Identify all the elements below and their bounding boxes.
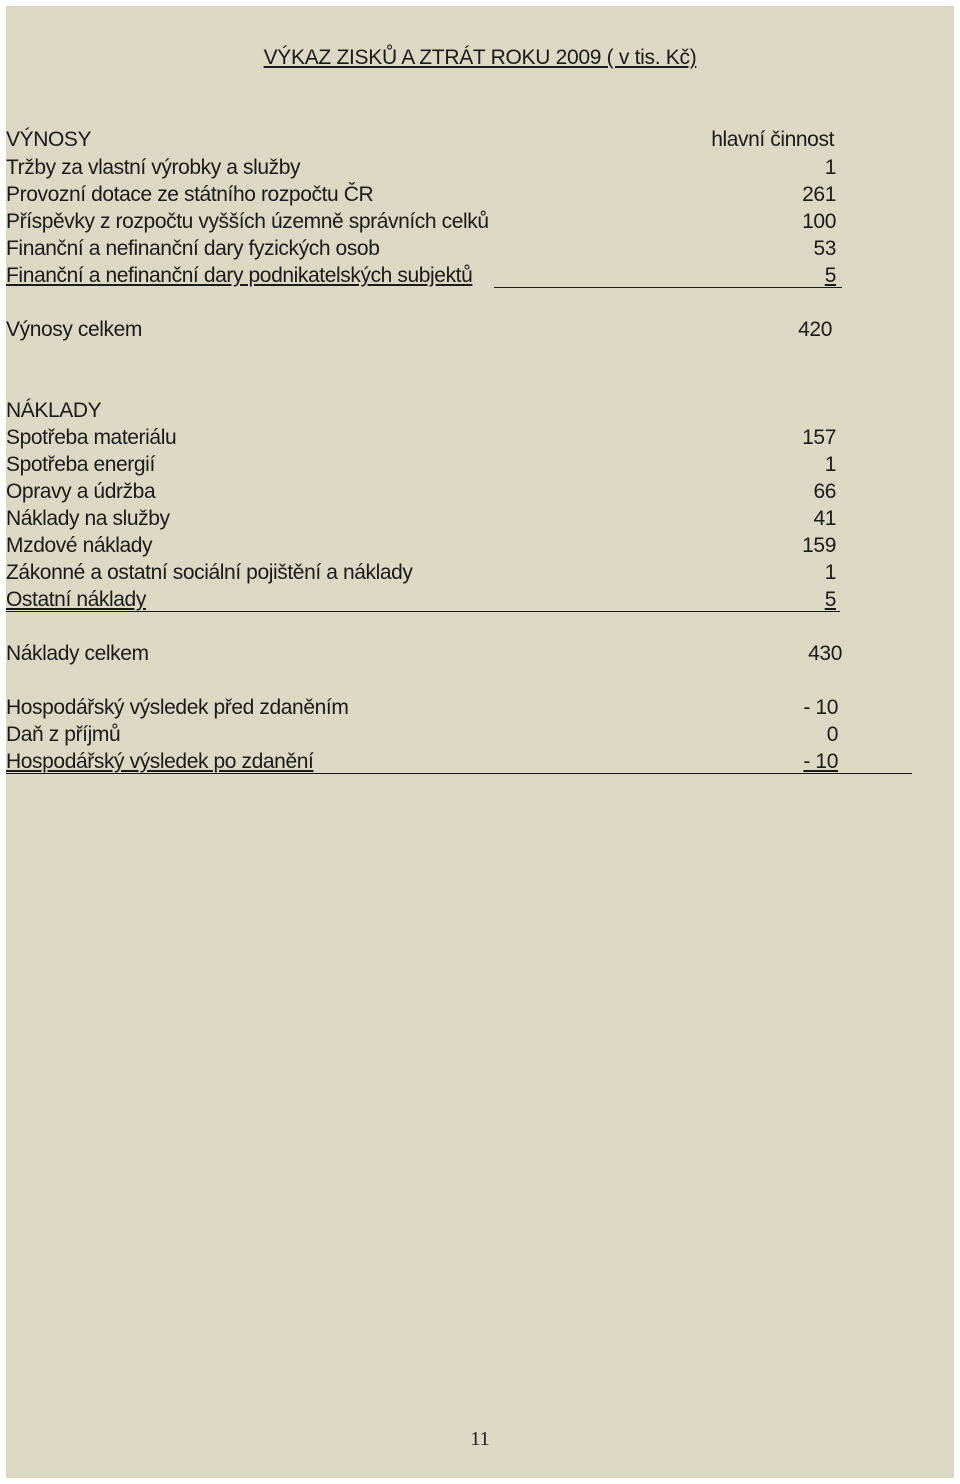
cost-label: Spotřeba energií: [6, 453, 155, 476]
revenues-underline: [494, 287, 842, 288]
cost-label: Zákonné a ostatní sociální pojištění a náklady: [6, 561, 413, 584]
result-before-tax-label: Hospodářský výsledek před zdaněním: [6, 696, 349, 719]
cost-row: [6, 561, 954, 588]
cost-value: 5: [824, 588, 836, 611]
cost-label: Mzdové náklady: [6, 534, 153, 557]
cost-label: Náklady na služby: [6, 507, 170, 530]
cost-row: [6, 453, 954, 480]
result-after-tax-value: - 10: [803, 750, 838, 773]
page-number: 11: [470, 1428, 490, 1450]
revenues-total-label: Výnosy celkem: [6, 318, 143, 341]
cost-label: Ostatní náklady: [6, 588, 146, 611]
costs-header-row: [6, 399, 954, 426]
revenue-label: Provozní dotace ze státního rozpočtu ČR: [6, 183, 374, 206]
revenues-total-row: [6, 318, 954, 345]
income-tax-value: 0: [826, 723, 838, 746]
cost-value: 1: [824, 561, 836, 584]
revenues-heading: VÝNOSY: [6, 128, 92, 151]
revenue-value: 261: [802, 183, 836, 206]
revenues-header-row: [6, 128, 954, 155]
costs-underline: [6, 611, 840, 612]
costs-total-row: [6, 642, 954, 669]
cost-row: [6, 507, 954, 534]
costs-total-value: 430: [808, 642, 842, 665]
revenue-value: 5: [824, 264, 836, 287]
revenue-row: [6, 183, 954, 210]
revenues-total-value: 420: [798, 318, 832, 341]
revenue-value: 1: [824, 156, 836, 179]
cost-row: [6, 426, 954, 453]
revenue-row: [6, 237, 954, 264]
income-tax-label: Daň z příjmů: [6, 723, 121, 746]
cost-value: 157: [802, 426, 836, 449]
cost-row: [6, 534, 954, 561]
report-title: VÝKAZ ZISKŮ A ZTRÁT ROKU 2009 ( v tis. Kč): [263, 46, 697, 69]
costs-heading: NÁKLADY: [6, 399, 102, 422]
result-before-tax-row: [6, 696, 954, 723]
revenue-value: 53: [813, 237, 836, 260]
revenue-label: Tržby za vlastní výrobky a služby: [6, 156, 301, 179]
income-tax-row: [6, 723, 954, 750]
cost-value: 1: [824, 453, 836, 476]
cost-row: [6, 480, 954, 507]
main-activity-column-header: hlavní činnost: [711, 128, 834, 151]
cost-value: 41: [813, 507, 836, 530]
result-before-tax-value: - 10: [803, 696, 838, 719]
cost-value: 66: [813, 480, 836, 503]
result-after-tax-label: Hospodářský výsledek po zdanění: [6, 750, 314, 773]
revenue-label: Finanční a nefinanční dary podnikatelských subjektů: [6, 264, 473, 287]
report-page: [6, 6, 954, 1478]
result-underline: [6, 773, 912, 774]
cost-label: Spotřeba materiálu: [6, 426, 177, 449]
revenue-row: [6, 156, 954, 183]
revenue-label: Příspěvky z rozpočtu vyšších územně správních celků: [6, 210, 489, 233]
revenue-row: [6, 210, 954, 237]
revenue-label: Finanční a nefinanční dary fyzických osob: [6, 237, 380, 260]
cost-label: Opravy a údržba: [6, 480, 156, 503]
revenue-value: 100: [802, 210, 836, 233]
cost-value: 159: [802, 534, 836, 557]
costs-total-label: Náklady celkem: [6, 642, 149, 665]
